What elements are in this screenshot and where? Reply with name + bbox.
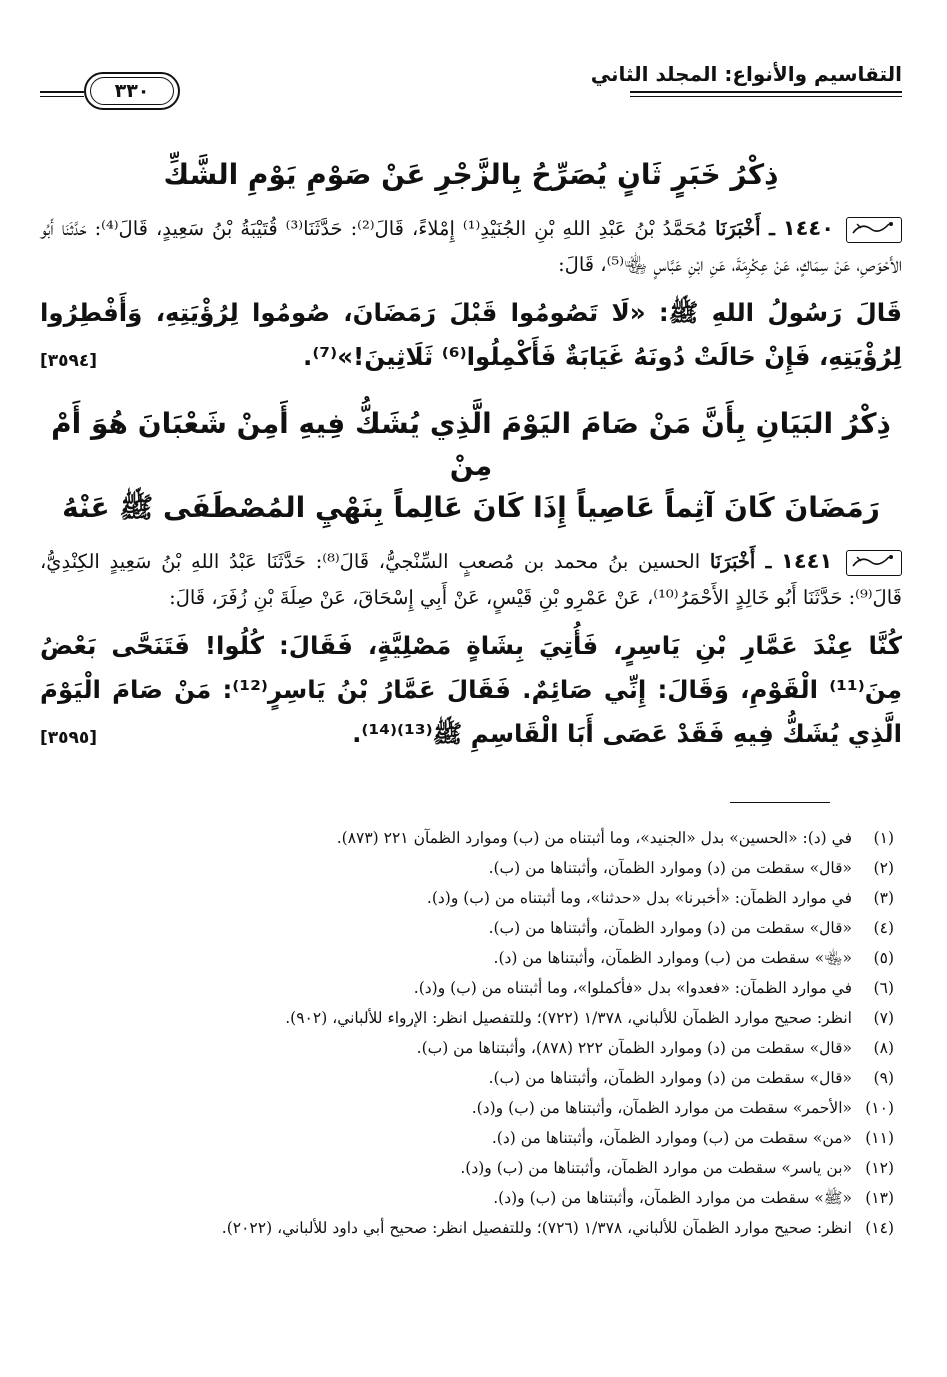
footnote: (١١) «من» سقطت من (ب) وموارد الظمآن، وأثبتناها من (د). [491,1129,894,1147]
page [40,62,902,1243]
footnote: (٤) «قال» سقطت من (د) وموارد الظمآن، وأثبتناها من (ب). [488,919,894,937]
footnote: (٢) «قال» سقطت من (د) وموارد الظمآن، وأثبتناها من (ب). [488,859,894,877]
footnote: (٨) «قال» سقطت من (د) وموارد الظمآن ٢٢٢ (٨٧٨)، وأثبتناها من (ب). [416,1039,894,1057]
akhbarana-label: ـ أَخْبَرَنَا [715,217,775,240]
section2-isnad-paragraph [40,543,902,616]
footnote: (٣) في موارد الظمآن: «أخبرنا» بدل «حدثنا»، وما أثبتناه من (ب) و(د). [426,889,894,907]
section2-heading [40,403,902,529]
hadith-marker-icon [846,550,902,576]
akhbarana-label: ـ أَخْبَرَنَا [709,550,772,573]
header-rule-right [630,91,902,97]
footnote: (١) في (د): «الحسين» بدل «الجنيد»، وما أثبتناه من (ب) وموارد الظمآن ٢٢١ (٨٧٣). [336,829,894,847]
footnote: (٧) انظر: صحيح موارد الظمآن للألباني، ١/٣٧٨ (٧٢٢)؛ وللتفصيل انظر: الإرواء للألباني، (٩٠٢). [285,1009,894,1027]
reference-number: [٣٥٩٤] [40,351,98,371]
footnote: (٩) «قال» سقطت من (د) وموارد الظمآن، وأثبتناها من (ب). [488,1069,894,1087]
footnote: (١٤) انظر: صحيح موارد الظمآن للألباني، ١/٣٧٨ (٧٢٦)؛ وللتفصيل انظر: صحيح أبي داود للألباني، (٢٠٢٢). [221,1219,894,1237]
section1-heading: ذِكْرُ خَبَرٍ ثَانٍ يُصَرِّحُ بِالزَّجْرِ عَنْ صَوْمِ يَوْمِ الشَّكِّ [163,158,779,191]
hadith-number: ١٤٤١ [781,549,833,573]
section2-matn [40,624,902,756]
page-number: ٣٣٠ [90,77,174,105]
section1-isnad-paragraph [40,210,902,283]
footnote: (١٣) «ﷺ» سقطت من موارد الظمآن، وأثبتناها من (ب) و(د). [493,1189,894,1207]
footnote-separator [730,802,830,803]
page-header [40,62,902,112]
footnote: (٥) «﵄» سقطت من (ب) وموارد الظمآن، وأثبتناها من (د). [493,949,894,967]
section2-heading-line1: ذِكْرُ البَيَانِ بِأَنَّ مَنْ صَامَ اليَوْمَ الَّذِي يُشَكُّ فِيهِ أَمِنْ شَعْبَانَ هُوَ أَمْ مِنْ [51,407,891,482]
footnote: (٦) في موارد الظمآن: «فعدوا» بدل «فأكملوا»، وما أثبتناه من (ب) و(د). [413,979,894,997]
header-rule-left [40,91,84,97]
hadith-marker-icon [846,217,902,243]
footnote: (١٢) «بن ياسر» سقطت من موارد الظمآن، وأثبتناها من (ب) و(د). [460,1159,894,1177]
matn-text: قَالَ رَسُولُ اللهِ ﷺ: «لَا تَصُومُوا قَبْلَ رَمَضَانَ، صُومُوا لِرُؤْيَتِهِ، وَأَفْطِرُوا لِرُؤْيَتِهِ، فَإِنْ حَالَتْ دُونَهُ غَيَابَةٌ فَأَكْمِلُوا⁽⁶⁾ ثَلَاثِينَ!»⁽⁷⁾. [40,298,902,371]
footnote: (١٠) «الأحمر» سقطت من موارد الظمآن، وأثبتناها من (ب) و(د). [471,1099,894,1117]
matn-text: كُنَّا عِنْدَ عَمَّارِ بْنِ يَاسِرٍ، فَأُتِيَ بِشَاةٍ مَصْلِيَّةٍ، فَقَالَ: كُلُوا! فَتَنَحَّى بَعْضُ مِنَ⁽¹¹⁾ الْقَوْمِ، وَقَالَ: إِنِّي صَائِمٌ. فَقَالَ عَمَّارُ بْنُ يَاسِرٍ⁽¹²⁾: مَنْ صَامَ الْيَوْمَ الَّذِي يُشَكُّ فِيهِ فَقَدْ عَصَى أَبَا الْقَاسِمِ ﷺ⁽¹³⁾⁽¹⁴⁾. [40,631,902,748]
section1-matn [40,291,902,379]
section2-heading-line2: رَمَضَانَ كَانَ آثِماً عَاصِياً إِذَا كَانَ عَالِماً بِنَهْيِ المُصْطَفَى ﷺ عَنْهُ [62,491,880,524]
isnad-text: الحسين بنُ محمد بن مُصعبٍ السِّنْجيُّ، قَالَ⁽⁸⁾: حَدَّثَنَا عَبْدُ اللهِ بْنُ سَعِيدٍ الكِنْدِيُّ، قَالَ⁽⁹⁾: حَدَّثَنَا أَبُو خَالِدٍ الأَحْمَرُ⁽¹⁰⁾، عَنْ عَمْرِو بْنِ قَيْسٍ، عَنْ أَبِي إِسْحَاقَ، عَنْ صِلَةَ بْنِ زُفَرَ، قَالَ: [40,550,902,609]
hadith-number: ١٤٤٠ [782,216,835,240]
footnotes [40,823,902,1243]
reference-number: [٣٥٩٥] [40,728,98,748]
isnad-text: مُحَمَّدُ بْنُ عَبْدِ اللهِ بْنِ الجُنَيْدِ⁽¹⁾ إِمْلاءً، قَالَ⁽²⁾: حَدَّثَنَا⁽³⁾ قُتَيْبَةُ بْنُ سَعِيدٍ، قَالَ⁽⁴⁾: حَدَّثَنَا أَبُو الأَحْوَصِ، عَنْ سِمَاكٍ، عَنْ عِكْرِمَةَ، عَنِ ابْنِ عَبَّاسٍ ﵄⁽⁵⁾، قَالَ: [40,217,902,276]
page-number-badge [84,72,180,110]
running-title: التقاسيم والأنواع: المجلد الثاني [590,62,902,86]
